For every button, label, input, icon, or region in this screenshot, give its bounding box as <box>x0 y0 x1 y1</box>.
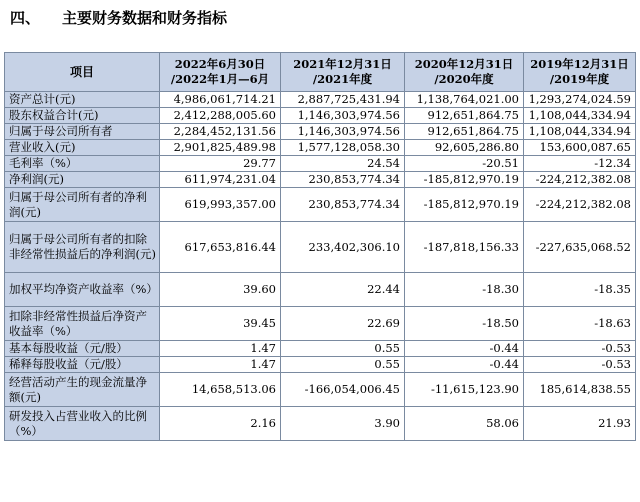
row-label: 经营活动产生的现金流量净额(元) <box>5 373 160 407</box>
value-cell: 2,412,288,005.60 <box>160 108 281 124</box>
table-row <box>5 172 636 188</box>
value-cell: 14,658,513.06 <box>160 373 281 407</box>
value-cell: 1,577,128,058.30 <box>281 140 405 156</box>
section-number: 四、 <box>10 9 41 27</box>
value-cell: -18.30 <box>405 273 524 307</box>
value-cell: 617,653,816.44 <box>160 222 281 273</box>
header-line: 2021年12月31日 <box>293 57 392 71</box>
header-line: /2022年1月—6月 <box>170 72 270 86</box>
value-cell: -224,212,382.08 <box>524 172 636 188</box>
value-cell: 233,402,306.10 <box>281 222 405 273</box>
row-label: 毛利率（%） <box>5 156 160 172</box>
value-cell: -166,054,006.45 <box>281 373 405 407</box>
header-line: /2020年度 <box>434 72 494 86</box>
row-label: 研发投入占营业收入的比例（%） <box>5 407 160 441</box>
value-cell: -227,635,068.52 <box>524 222 636 273</box>
value-cell: 2.16 <box>160 407 281 441</box>
section-heading <box>10 6 227 30</box>
header-line: /2019年度 <box>549 72 610 86</box>
value-cell: -187,818,156.33 <box>405 222 524 273</box>
value-cell: 1,146,303,974.56 <box>281 124 405 140</box>
value-cell: -18.63 <box>524 307 636 341</box>
header-line: 2020年12月31日 <box>414 57 514 71</box>
table-row <box>5 124 636 140</box>
value-cell: 92,605,286.80 <box>405 140 524 156</box>
table-header-row <box>5 53 636 92</box>
value-cell: 1,293,274,024.59 <box>524 92 636 108</box>
value-cell: -12.34 <box>524 156 636 172</box>
value-cell: 1.47 <box>160 341 281 357</box>
value-cell: 29.77 <box>160 156 281 172</box>
row-label: 扣除非经常性损益后净资产收益率（%） <box>5 307 160 341</box>
row-label: 稀释每股收益（元/股） <box>5 357 160 373</box>
header-item-label: 项目 <box>5 53 160 92</box>
table-body <box>5 92 636 441</box>
row-label: 资产总计(元) <box>5 92 160 108</box>
row-label: 归属于母公司所有者的扣除非经常性损益后的净利润(元) <box>5 222 160 273</box>
table-row <box>5 188 636 222</box>
value-cell: -185,812,970.19 <box>405 188 524 222</box>
row-label: 归属于母公司所有者 <box>5 124 160 140</box>
table-row <box>5 92 636 108</box>
row-label: 营业收入(元) <box>5 140 160 156</box>
value-cell: -185,812,970.19 <box>405 172 524 188</box>
table-row <box>5 373 636 407</box>
value-cell: 1,108,044,334.94 <box>524 124 636 140</box>
value-cell: -0.44 <box>405 341 524 357</box>
header-period-2021 <box>281 53 405 92</box>
value-cell: -0.53 <box>524 357 636 373</box>
header-period-2020 <box>405 53 524 92</box>
value-cell: 1,138,764,021.00 <box>405 92 524 108</box>
table-row <box>5 108 636 124</box>
value-cell: -11,615,123.90 <box>405 373 524 407</box>
row-label: 加权平均净资产收益率（%） <box>5 273 160 307</box>
table-row <box>5 222 636 273</box>
value-cell: -20.51 <box>405 156 524 172</box>
row-label: 基本每股收益（元/股） <box>5 341 160 357</box>
value-cell: 0.55 <box>281 357 405 373</box>
value-cell: 2,887,725,431.94 <box>281 92 405 108</box>
value-cell: 24.54 <box>281 156 405 172</box>
value-cell: 22.44 <box>281 273 405 307</box>
header-line: 2022年6月30日 <box>174 57 266 71</box>
value-cell: 912,651,864.75 <box>405 108 524 124</box>
row-label: 股东权益合计(元) <box>5 108 160 124</box>
value-cell: 4,986,061,714.21 <box>160 92 281 108</box>
value-cell: 1.47 <box>160 357 281 373</box>
value-cell: 39.60 <box>160 273 281 307</box>
value-cell: 39.45 <box>160 307 281 341</box>
table-row <box>5 341 636 357</box>
financial-data-table <box>4 52 636 441</box>
header-line: 2019年12月31日 <box>530 57 629 71</box>
value-cell: 1,108,044,334.94 <box>524 108 636 124</box>
table-row <box>5 407 636 441</box>
row-label: 归属于母公司所有者的净利润(元) <box>5 188 160 222</box>
table-row <box>5 357 636 373</box>
value-cell: 22.69 <box>281 307 405 341</box>
value-cell: 2,284,452,131.56 <box>160 124 281 140</box>
value-cell: 611,974,231.04 <box>160 172 281 188</box>
table-row <box>5 307 636 341</box>
table-row <box>5 140 636 156</box>
value-cell: 230,853,774.34 <box>281 188 405 222</box>
value-cell: 58.06 <box>405 407 524 441</box>
value-cell: -18.50 <box>405 307 524 341</box>
value-cell: -0.44 <box>405 357 524 373</box>
value-cell: 912,651,864.75 <box>405 124 524 140</box>
table-row <box>5 156 636 172</box>
value-cell: 153,600,087.65 <box>524 140 636 156</box>
value-cell: 2,901,825,489.98 <box>160 140 281 156</box>
section-title: 主要财务数据和财务指标 <box>62 9 228 27</box>
value-cell: 0.55 <box>281 341 405 357</box>
value-cell: 185,614,838.55 <box>524 373 636 407</box>
row-label: 净利润(元) <box>5 172 160 188</box>
value-cell: 3.90 <box>281 407 405 441</box>
value-cell: -224,212,382.08 <box>524 188 636 222</box>
table-row <box>5 273 636 307</box>
value-cell: -18.35 <box>524 273 636 307</box>
header-period-2019 <box>524 53 636 92</box>
header-period-2022 <box>160 53 281 92</box>
value-cell: 21.93 <box>524 407 636 441</box>
header-line: /2021年度 <box>312 72 373 86</box>
value-cell: 619,993,357.00 <box>160 188 281 222</box>
value-cell: -0.53 <box>524 341 636 357</box>
value-cell: 1,146,303,974.56 <box>281 108 405 124</box>
value-cell: 230,853,774.34 <box>281 172 405 188</box>
